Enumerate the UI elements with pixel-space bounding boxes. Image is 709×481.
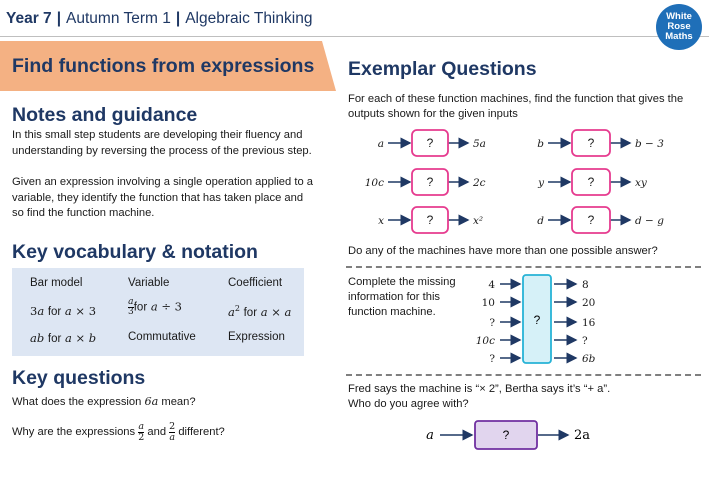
missing-input: 10 [481,297,495,309]
header-year: Year 7 [6,10,52,27]
vocab-term: Commutative [128,331,196,343]
machine-output: 5a [473,138,486,150]
machine-input: d [537,215,544,227]
missing-output: 6b [582,353,596,365]
machine-output: 2c [473,177,486,189]
notes-heading: Notes and guidance [12,104,198,126]
fred-output: 2a [573,428,591,443]
machine-output: x² [473,215,484,227]
vocab-term: Variable [128,277,170,289]
exemplar-intro: For each of these function machines, find the function that gives the outputs shown for the given inputs [348,93,684,120]
more-than-one-question: Do any of the machines have more than one possible answer? [348,245,658,257]
function-box-label: ? [587,136,595,150]
machine-input: 10c [364,177,384,189]
missing-input: 10c [475,335,495,347]
vocab-notation: $\frac{a}{3}$ for a ÷ 3 [128,297,182,317]
machine-output: b − 3 [635,138,664,150]
vocab-heading: Key vocabulary & notation [12,241,258,263]
notes-paragraph-1: In this small step students are developing their fluency and understanding by reversing the process of the previous step. [12,129,312,157]
fred-bertha-question: Who do you agree with? [348,398,469,410]
missing-input: ? [489,353,495,365]
machine-input: b [537,138,544,150]
missing-output: 8 [582,279,589,291]
section-divider [346,266,701,268]
key-question-1: What does the expression 6a mean? [12,395,196,408]
function-machines-diagram [340,120,709,245]
white-rose-maths-logo: White Rose Maths [656,4,702,50]
missing-info-prompt: Complete the missing information for this function machine. [348,276,456,318]
vocab-notation: 3a for a × 3 [30,304,97,318]
machine-input: x [378,215,384,227]
missing-info-machine [470,272,610,372]
missing-output: 20 [582,297,596,309]
machine-input: a [377,138,384,150]
function-box-label: ? [587,175,595,189]
function-box-label: ? [426,175,434,189]
section-divider [346,374,701,376]
vocab-term: Bar model [30,277,83,289]
header-term: Autumn Term 1 [66,10,171,27]
missing-output: ? [582,335,588,347]
header-unit: Algebraic Thinking [185,10,313,27]
vocab-table [12,268,304,356]
machine-output: xy [635,177,647,189]
missing-input: ? [489,317,495,329]
header-divider [0,36,709,37]
missing-output: 16 [582,317,596,329]
header-breadcrumb [6,6,312,32]
fred-input: a [426,428,434,443]
fred-machine [410,418,610,454]
vocab-term: Expression [228,331,285,343]
function-box-label: ? [587,213,595,227]
missing-function-label: ? [533,313,541,327]
machine-input: y [538,177,544,189]
notes-paragraph-2: Given an expression involving a single operation applied to a variable, they identify the function that has taken place and so find the function machine. [12,176,314,219]
fred-bertha-statement: Fred says the machine is “× 2”, Bertha says it’s “+ a”. [348,383,611,395]
header-separator: | [56,10,62,27]
function-box-label: ? [426,213,434,227]
vocab-term: Coefficient [228,277,283,289]
header-separator: | [175,10,181,27]
function-box-label: ? [426,136,434,150]
page-title: Find functions from expressions [12,55,315,77]
machine-output: d − g [635,215,664,227]
vocab-notation: $a^2$ for a × a [228,304,292,319]
missing-input: 4 [488,279,495,291]
fred-function-label: ? [502,428,510,442]
key-question-2: Why are the expressions a 2 and 2 a different? [12,421,225,443]
vocab-notation: ab for a × b [30,331,97,345]
key-questions-heading: Key questions [12,367,146,389]
exemplar-heading: Exemplar Questions [348,58,537,80]
